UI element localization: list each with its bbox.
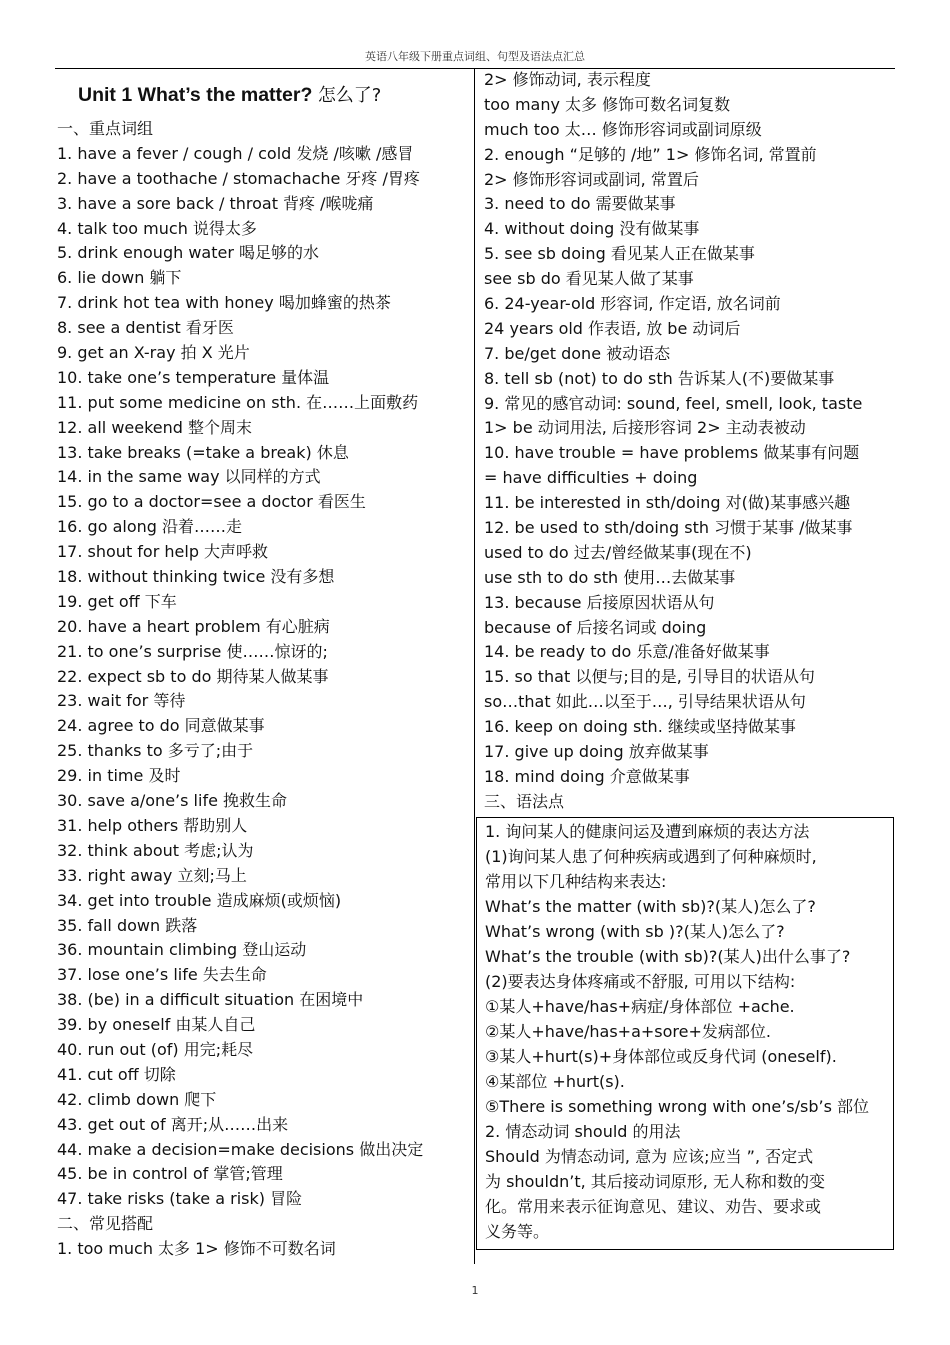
grammar-line: ⑤There is something wrong with one’s/sb’s 部位 bbox=[485, 1096, 870, 1116]
text-line: 12. all weekend 整个周末 bbox=[57, 417, 253, 437]
text-line: 13. because 后接原因状语从句 bbox=[484, 592, 715, 612]
text-line: 24 years old 作表语, 放 be 动词后 bbox=[484, 318, 741, 338]
text-line: 2. have a toothache / stomachache 牙疼 /胃疼 bbox=[57, 168, 420, 188]
text-line: 44. make a decision=make decisions 做出决定 bbox=[57, 1139, 424, 1159]
unit-title-en: Unit 1 What’s the matter? bbox=[78, 84, 313, 106]
text-line: too many 太多 修饰可数名词复数 bbox=[484, 94, 731, 114]
text-line: 20. have a heart problem 有心脏病 bbox=[57, 616, 330, 636]
text-line: 10. have trouble = have problems 做某事有问题 bbox=[484, 443, 860, 463]
text-line: 10. take one’s temperature 量体温 bbox=[57, 367, 330, 387]
text-line: 8. tell sb (not) to do sth 告诉某人(不)要做某事 bbox=[484, 368, 835, 388]
text-line: 39. by oneself 由某人自己 bbox=[57, 1015, 256, 1035]
right-column bbox=[484, 68, 894, 1250]
text-line: 34. get into trouble 造成麻烦(或烦恼) bbox=[57, 890, 342, 910]
text-line: 16. go along 沿着……走 bbox=[57, 517, 242, 537]
text-line: 2> 修饰动词, 表示程度 bbox=[484, 70, 651, 89]
text-line: 5. see sb doing 看见某人正在做某事 bbox=[484, 244, 755, 264]
text-line: 24. agree to do 同意做某事 bbox=[57, 716, 265, 736]
text-line: 7. be/get done 被动语态 bbox=[484, 343, 671, 363]
text-line: 19. get off 下车 bbox=[57, 591, 177, 611]
right-lines bbox=[484, 68, 894, 815]
text-line: 17. give up doing 放弃做某事 bbox=[484, 742, 709, 762]
grammar-line: (2)要表达身体疼痛或不舒服, 可用以下结构: bbox=[485, 971, 796, 991]
text-line: = have difficulties + doing bbox=[484, 468, 698, 488]
text-line: 35. fall down 跌落 bbox=[57, 915, 198, 935]
unit-title bbox=[78, 81, 469, 110]
text-line: 40. run out (of) 用完;耗尽 bbox=[57, 1039, 254, 1059]
grammar-line: 1. 询问某人的健康问运及遭到麻烦的表达方法 bbox=[485, 821, 810, 841]
text-line: 22. expect sb to do 期待某人做某事 bbox=[57, 666, 329, 686]
grammar-line: What’s wrong (with sb )?(某人)怎么了? bbox=[485, 921, 785, 941]
text-line: see sb do 看见某人做了某事 bbox=[484, 269, 694, 289]
left-lines bbox=[57, 117, 469, 1262]
text-line: 36. mountain climbing 登山运动 bbox=[57, 940, 307, 960]
text-line: 14. be ready to do 乐意/准备好做某事 bbox=[484, 642, 770, 662]
text-line: 4. talk too much 说得太多 bbox=[57, 218, 257, 238]
text-line: 1. too much 太多 1> 修饰不可数名词 bbox=[57, 1239, 336, 1259]
text-line: 29. in time 及时 bbox=[57, 766, 181, 786]
text-line: 31. help others 帮助别人 bbox=[57, 815, 248, 835]
grammar-line: ②某人+have/has+a+sore+发病部位. bbox=[485, 1021, 771, 1041]
grammar-line: 常用以下几种结构来表达: bbox=[485, 871, 667, 891]
text-line: 三、语法点 bbox=[484, 791, 565, 811]
grammar-line: What’s the trouble (with sb)?(某人)出什么事了? bbox=[485, 946, 851, 966]
text-line: 6. 24-year-old 形容词, 作定语, 放名词前 bbox=[484, 294, 781, 314]
text-line: 37. lose one’s life 失去生命 bbox=[57, 965, 267, 985]
text-line: 41. cut off 切除 bbox=[57, 1064, 176, 1084]
page-header: 英语八年级下册重点词组、句型及语法点汇总 bbox=[365, 50, 585, 63]
grammar-line: ①某人+have/has+病症/身体部位 +ache. bbox=[485, 996, 795, 1016]
grammar-line: Should 为情态动词, 意为 应该;应当 ”, 否定式 bbox=[485, 1146, 814, 1166]
text-line: 23. wait for 等待 bbox=[57, 691, 186, 711]
text-line: 32. think about 考虑;认为 bbox=[57, 840, 254, 860]
column-divider bbox=[474, 69, 475, 1264]
text-line: 17. shout for help 大声呼救 bbox=[57, 542, 269, 562]
text-line: 16. keep on doing sth. 继续或坚持做某事 bbox=[484, 717, 796, 737]
text-line: 18. without thinking twice 没有多想 bbox=[57, 567, 335, 587]
text-line: 30. save a/one’s life 挽救生命 bbox=[57, 791, 288, 811]
text-line: 21. to one’s surprise 使……惊讶的; bbox=[57, 641, 328, 661]
text-line: 8. see a dentist 看牙医 bbox=[57, 318, 234, 338]
text-line: 4. without doing 没有做某事 bbox=[484, 219, 700, 239]
text-line: 33. right away 立刻;马上 bbox=[57, 865, 247, 885]
text-line: 11. be interested in sth/doing 对(做)某事感兴趣 bbox=[484, 493, 851, 513]
text-line: 6. lie down 躺下 bbox=[57, 268, 182, 288]
text-line: 5. drink enough water 喝足够的水 bbox=[57, 243, 319, 263]
unit-title-zh: 怎么了? bbox=[317, 85, 382, 106]
grammar-line: What’s the matter (with sb)?(某人)怎么了? bbox=[485, 896, 816, 916]
text-line: 15. go to a doctor=see a doctor 看医生 bbox=[57, 492, 366, 512]
text-line: 13. take breaks (=take a break) 休息 bbox=[57, 442, 349, 462]
text-line: 11. put some medicine on sth. 在……上面敷药 bbox=[57, 392, 419, 412]
text-line: 3. have a sore back / throat 背疼 /喉咙痛 bbox=[57, 193, 374, 213]
grammar-line: 2. 情态动词 should 的用法 bbox=[485, 1121, 681, 1141]
text-line: 1> be 动词用法, 后接形容词 2> 主动表被动 bbox=[484, 418, 806, 438]
text-line: 2> 修饰形容词或副词, 常置后 bbox=[484, 169, 699, 189]
text-line: 15. so that 以便与;目的是, 引导目的状语从句 bbox=[484, 667, 815, 687]
text-line: use sth to do sth 使用…去做某事 bbox=[484, 567, 736, 587]
grammar-line: ③某人+hurt(s)+身体部位或反身代词 (oneself). bbox=[485, 1046, 837, 1066]
grammar-line: 化。常用来表示征询意见、建议、劝告、要求或 bbox=[485, 1196, 822, 1216]
text-line: 9. 常见的感官动词: sound, feel, smell, look, taste bbox=[484, 393, 863, 413]
text-line: 47. take risks (take a risk) 冒险 bbox=[57, 1189, 303, 1209]
text-line: 一、重点词组 bbox=[57, 119, 154, 138]
page-number: 1 bbox=[471, 1284, 479, 1297]
text-line: 1. have a fever / cough / cold 发烧 /咳嗽 /感冒 bbox=[57, 143, 414, 163]
text-line: 9. get an X-ray 拍 X 光片 bbox=[57, 343, 250, 363]
text-line: 14. in the same way 以同样的方式 bbox=[57, 467, 321, 487]
left-column bbox=[57, 81, 469, 1262]
text-line: 38. (be) in a difficult situation 在困境中 bbox=[57, 990, 364, 1010]
text-line: 25. thanks to 多亏了;由于 bbox=[57, 741, 254, 761]
text-line: 45. be in control of 掌管;管理 bbox=[57, 1164, 283, 1184]
grammar-line: 为 shouldn’t, 其后接动词原形, 无人称和数的变 bbox=[485, 1171, 825, 1191]
grammar-box bbox=[476, 817, 894, 1250]
text-line: 二、常见搭配 bbox=[57, 1214, 154, 1234]
grammar-line: 义务等。 bbox=[485, 1221, 550, 1241]
text-line: 18. mind doing 介意做某事 bbox=[484, 766, 690, 786]
text-line: 12. be used to sth/doing sth 习惯于某事 /做某事 bbox=[484, 518, 853, 538]
text-line: much too 太… 修饰形容词或副词原级 bbox=[484, 119, 762, 139]
grammar-line: (1)询问某人患了何种疾病或遇到了何种麻烦时, bbox=[485, 846, 817, 866]
text-line: used to do 过去/曾经做某事(现在不) bbox=[484, 542, 752, 562]
text-line: 42. climb down 爬下 bbox=[57, 1089, 217, 1109]
text-line: so…that 如此…以至于…, 引导结果状语从句 bbox=[484, 692, 806, 712]
text-line: 7. drink hot tea with honey 喝加蜂蜜的热茶 bbox=[57, 293, 391, 313]
text-line: 2. enough “足够的 /地” 1> 修饰名词, 常置前 bbox=[484, 144, 817, 164]
text-line: because of 后接名词或 doing bbox=[484, 617, 707, 637]
grammar-line: ④某部位 +hurt(s). bbox=[485, 1071, 625, 1091]
text-line: 3. need to do 需要做某事 bbox=[484, 194, 676, 214]
text-line: 43. get out of 离开;从……出来 bbox=[57, 1114, 289, 1134]
